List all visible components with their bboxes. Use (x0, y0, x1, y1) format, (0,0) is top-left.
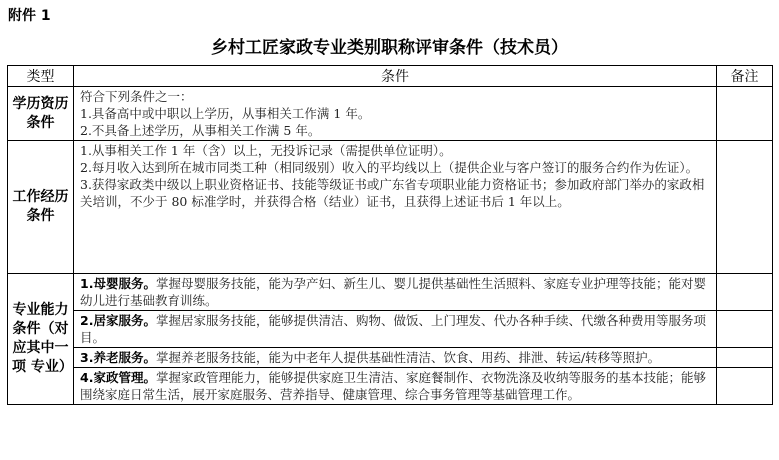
education-line: 1.具备高中或中职以上学历，从事相关工作满 1 年。 (80, 106, 371, 121)
skill-remarks (717, 274, 773, 311)
skill-remarks (717, 368, 773, 405)
experience-label: 工作经历条件 (8, 141, 74, 274)
table-row-skill (8, 274, 773, 311)
table-header-row (8, 66, 773, 87)
skill-item (74, 311, 717, 348)
attachment-label: 附件 1 (8, 8, 51, 24)
skill-item-body: 掌握养老服务技能，能为中老年人提供基础性清洁、饮食、用药、排泄、转运/转移等照护。 (155, 350, 661, 365)
header-type: 类型 (8, 66, 74, 87)
header-remarks: 备注 (717, 66, 773, 87)
header-conditions: 条件 (74, 66, 717, 87)
skill-item (74, 368, 717, 405)
skill-remarks (717, 311, 773, 348)
document-title: 乡村工匠家政专业类别职称评审条件（技术员） (211, 38, 568, 58)
skill-item-body: 掌握家政管理能力，能够提供家庭卫生清洁、家庭餐制作、衣物洗涤及收纳等服务的基本技能；能够围绕家庭日常生活，展开家庭服务、营养指导、健康管理、综合事务管理等基础管理工作。 (80, 370, 706, 402)
skill-item-head: 2.居家服务。 (80, 313, 156, 328)
skill-item-head: 4.家政管理。 (80, 370, 156, 385)
table-row-skill (8, 348, 773, 368)
education-label: 学历资历条件 (8, 87, 74, 141)
skill-item-head: 1.母婴服务。 (80, 276, 156, 291)
criteria-table (7, 65, 773, 405)
education-line: 2.不具备上述学历，从事相关工作满 5 年。 (80, 123, 321, 138)
skills-label: 专业能力条件（对应其中一项 专业） (8, 274, 74, 405)
skill-item (74, 348, 717, 368)
table-row-skill (8, 311, 773, 348)
experience-remarks (717, 141, 773, 274)
experience-conditions (74, 141, 717, 274)
education-remarks (717, 87, 773, 141)
skill-item (74, 274, 717, 311)
table-row-experience (8, 141, 773, 274)
experience-line: 2.每月收入达到所在城市同类工种（相同级别）收入的平均线以上（提供企业与客户签订的服务合约作为佐证）。 (80, 160, 699, 175)
skill-item-head: 3.养老服务。 (80, 350, 156, 365)
table-row-education (8, 87, 773, 141)
skill-remarks (717, 348, 773, 368)
education-line: 符合下列条件之一： (80, 89, 193, 104)
experience-line: 1.从事相关工作 1 年（含）以上，无投诉记录（需提供单位证明）。 (80, 143, 452, 158)
skill-item-body: 掌握母婴服务技能，能为孕产妇、新生儿、婴儿提供基础性生活照料、家庭专业护理等技能；能对婴幼儿进行基础教育训练。 (80, 276, 706, 308)
education-conditions (74, 87, 717, 141)
experience-line: 3.获得家政类中级以上职业资格证书、技能等级证书或广东省专项职业能力资格证书；参加政府部门举办的家政相关培训，不少于 80 标准学时，并获得合格（结业）证书，且获得上述证书后 1 年以上。 (80, 177, 705, 209)
skill-item-body: 掌握居家服务技能，能够提供清洁、购物、做饭、上门理发、代办各种手续、代缴各种费用等服务项目。 (80, 313, 706, 345)
table-row-skill (8, 368, 773, 405)
